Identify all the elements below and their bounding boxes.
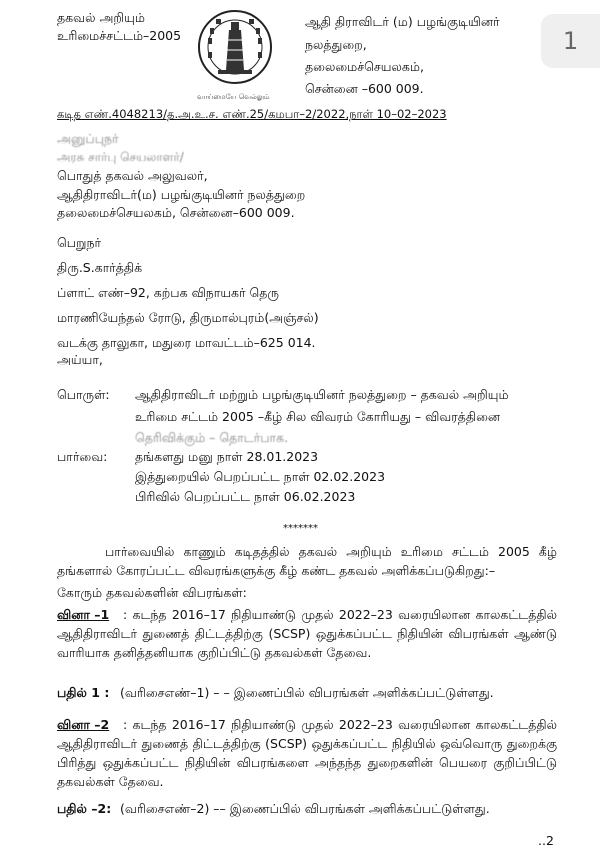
answer-2-label: பதில் –2: xyxy=(57,801,112,816)
question-1-label: வினா –1 xyxy=(57,607,110,622)
answer-2-text: (வரிசைஎண்–2) –– இணைப்பில் விபரங்கள் அளிக்கப்பட்டுள்ளது. xyxy=(120,801,490,816)
page-number-badge: 1 xyxy=(541,14,600,68)
requested-heading: கோரும் தகவல்களின் விபரங்கள்: xyxy=(57,585,247,600)
subject-line1: ஆதிதிராவிடர் மற்றும் பழங்குடியினர் நலத்துறை – தகவல் அறியும் xyxy=(135,387,509,402)
question-2-text: : கடந்த 2016–17 நிதியாண்டு முதல் 2022–23 வரையிலான காலகட்டத்தில் ஆதிதிராவிடர் துணைத் திட்டத்திற்கு (SCSP) ஒதுக்கப்பட்ட நிதியில் ஒவ்வொரு துறைக்கு பிரித்து ஒதுக்கப்பட்ட நிதியின் விபரங்களை அந்தந்த துறைகளின் பெயரை குறிப்பிட்டு தகவல்கள் தேவை. xyxy=(57,717,557,789)
emblem-motto: வாய்மையே வெல்லும் xyxy=(197,93,270,101)
sender-line4: தலைமைச்செயலகம், சென்னை–600 009. xyxy=(57,205,295,220)
separator: ******* xyxy=(283,523,318,534)
recipient-line1: ப்ளாட் எண்–92, கற்பக விநாயகர் தெரு xyxy=(57,285,280,300)
reference-line2: இத்துறையில் பெறப்பட்ட நாள் 02.02.2023 xyxy=(135,469,386,484)
salutation: அய்யா, xyxy=(57,352,103,367)
subject-label: பொருள்: xyxy=(57,387,110,402)
header-left-line1: தகவல் அறியும் xyxy=(57,10,145,25)
reference-line1: தங்களது மனு நாள் 28.01.2023 xyxy=(135,449,319,464)
letter-reference: கடித எண்.4048213/த.அ.உ.ச. எண்.25/கமபா–2/2022,நாள் 10–02–2023 xyxy=(57,107,447,121)
subject-line3: தெரிவிக்கும் – தொடர்பாக. xyxy=(135,430,289,445)
reference-line3: பிரிவில் பெறப்பட்ட நாள் 06.02.2023 xyxy=(135,489,356,504)
header-right-line4: சென்னை –600 009. xyxy=(305,81,424,96)
subject-line2: உரிமை சட்டம் 2005 –கீழ் சில விவரம் கோரியது – விவரத்தினை xyxy=(135,409,501,424)
recipient-line3: வடக்கு தாலுகா, மதுரை மாவட்டம்–625 014. xyxy=(57,335,316,350)
question-1-text: : கடந்த 2016–17 நிதியாண்டு முதல் 2022–23 வரையிலான காலகட்டத்தில் ஆதிதிராவிடர் துணைத் திட்டத்திற்கு (SCSP) ஒதுக்கப்பட்ட நிதியின் விபரங்கள் ஆண்டு வாரியாக தனித்தனியாக குறிப்பிட்டு தகவல்கள் தேவை. xyxy=(57,607,557,660)
header-right-line1: ஆதி திராவிடர் (ம) பழங்குடியினர் xyxy=(305,14,500,29)
question-2-label: வினா –2 xyxy=(57,717,110,732)
reference-label: பார்வை: xyxy=(57,449,108,464)
sender-line2: பொதுத் தகவல் அலுவலர், xyxy=(57,168,208,183)
sender-label: அனுப்புநர் xyxy=(57,131,119,146)
header-left-line2: உரிமைச்சட்டம்–2005 xyxy=(57,28,182,43)
header-right-line2: நலத்துறை, xyxy=(305,37,367,52)
sender-line1: அரசு சார்பு செயலாளர்/ xyxy=(57,150,184,164)
continuation-marker: ..2 xyxy=(538,833,554,848)
intro-paragraph: பார்வையில் காணும் கடிதத்தில் தகவல் அறியும் உரிமை சட்டம் 2005 கீழ் தங்களால் கோரப்பட்ட விவரங்களுக்கு கீழ் கண்ட தகவல் அளிக்கப்படுகிறது:– xyxy=(57,544,557,578)
header-right-line3: தலைமைச்செயலகம், xyxy=(305,59,424,74)
tamil-nadu-emblem xyxy=(196,8,274,92)
answer-1-label: பதில் 1 : xyxy=(57,685,110,700)
recipient-name: திரு.S.கார்த்திக் xyxy=(57,260,143,275)
recipient-label: பெறுநர் xyxy=(57,235,102,250)
answer-1-text: (வரிசைஎண்–1) – – இணைப்பில் விபரங்கள் அளிக்கப்பட்டுள்ளது. xyxy=(120,685,494,700)
recipient-line2: மாரணியேந்தல் ரோடு, திருமால்புரம்(அஞ்சல்) xyxy=(57,310,319,325)
sender-line3: ஆதிதிராவிடர்(ம) பழங்குடியினர் நலத்துறை xyxy=(57,187,306,202)
